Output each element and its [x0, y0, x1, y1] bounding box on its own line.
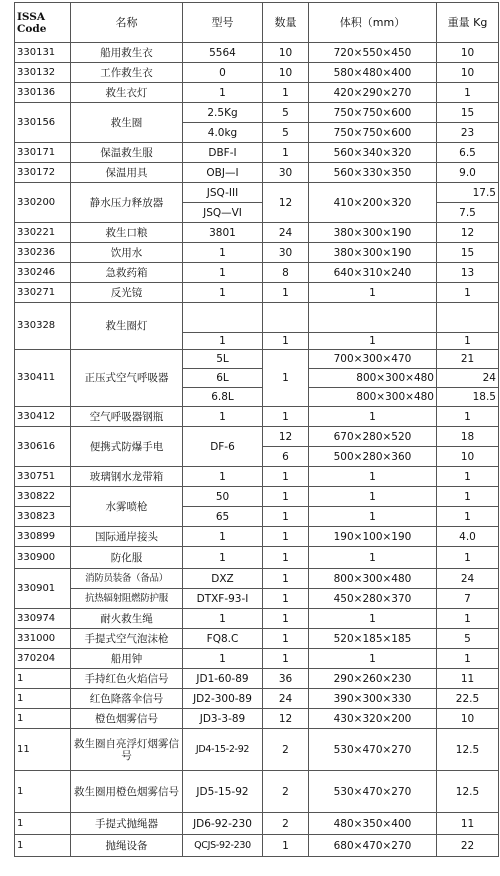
qty-cell: 1: [263, 407, 309, 427]
name-cell: 船用钟: [71, 649, 183, 669]
name-cell: 水雾喷枪: [71, 487, 183, 527]
model-cell: DXZ: [183, 569, 263, 589]
volume-cell: 560×340×320: [309, 143, 437, 163]
qty-cell: 12: [263, 183, 309, 223]
weight-cell: 21: [437, 350, 499, 369]
model-cell: OBJ—I: [183, 163, 263, 183]
code-cell: 1: [15, 689, 71, 709]
weight-cell: 1: [437, 467, 499, 487]
table-row: [15, 223, 499, 243]
table-row: [15, 103, 499, 123]
volume-cell: 1: [309, 507, 437, 527]
volume-cell: 190×100×190: [309, 527, 437, 547]
name-cell: 饮用水: [71, 243, 183, 263]
name-cell: 救生圈: [71, 103, 183, 143]
model-cell: [183, 303, 263, 333]
volume-cell: 1: [309, 547, 437, 569]
table-row: [15, 589, 499, 609]
model-cell: FQ8.C: [183, 629, 263, 649]
code-cell: 1: [15, 669, 71, 689]
qty-cell: 24: [263, 689, 309, 709]
qty-cell: 1: [263, 507, 309, 527]
model-cell: JD6-92-230: [183, 813, 263, 835]
qty-cell: 1: [263, 527, 309, 547]
model-cell: 4.0kg: [183, 123, 263, 143]
volume-cell: 500×280×360: [309, 447, 437, 467]
table-row: [15, 689, 499, 709]
table-row: [15, 467, 499, 487]
code-cell: 1: [15, 709, 71, 729]
name-cell: 反光镜: [71, 283, 183, 303]
model-cell: 1: [183, 609, 263, 629]
name-cell: 抗热辐射阻燃防护服: [71, 589, 183, 609]
table-row: [15, 63, 499, 83]
weight-cell: 10: [437, 447, 499, 467]
name-cell: 橙色烟雾信号: [71, 709, 183, 729]
header-row: [15, 3, 499, 43]
table-row: [15, 835, 499, 857]
volume-cell: 430×320×200: [309, 709, 437, 729]
code-cell: 11: [15, 729, 71, 771]
code-cell: 330221: [15, 223, 71, 243]
qty-cell: 1: [263, 569, 309, 589]
qty-cell: 6: [263, 447, 309, 467]
code-cell: 330899: [15, 527, 71, 547]
code-cell: 331000: [15, 629, 71, 649]
volume-cell: 560×330×350: [309, 163, 437, 183]
name-cell: 空气呼吸器钢瓶: [71, 407, 183, 427]
weight-cell: 1: [437, 83, 499, 103]
table-row: [15, 649, 499, 669]
model-cell: 5L: [183, 350, 263, 369]
table-row: [15, 43, 499, 63]
name-cell: 救生圈用橙色烟雾信号: [71, 771, 183, 813]
model-cell: 1: [183, 283, 263, 303]
qty-cell: 1: [263, 547, 309, 569]
name-cell: 防化服: [71, 547, 183, 569]
qty-cell: 1: [263, 333, 309, 350]
model-cell: JSQ-III: [183, 183, 263, 203]
code-cell: 1: [15, 771, 71, 813]
table-row: [15, 813, 499, 835]
qty-cell: 30: [263, 163, 309, 183]
code-cell: 370204: [15, 649, 71, 669]
code-cell: 330412: [15, 407, 71, 427]
header-model: 型号: [183, 3, 263, 43]
weight-cell: 1: [437, 649, 499, 669]
table-row: [15, 83, 499, 103]
code-cell: 330236: [15, 243, 71, 263]
volume-cell: 290×260×230: [309, 669, 437, 689]
header-name: 名称: [71, 3, 183, 43]
equipment-table: [14, 2, 499, 857]
model-cell: 1: [183, 407, 263, 427]
model-cell: 65: [183, 507, 263, 527]
volume-cell: 670×280×520: [309, 427, 437, 447]
name-cell: 救生圈自亮浮灯烟雾信号: [71, 729, 183, 771]
volume-cell: 450×280×370: [309, 589, 437, 609]
model-cell: JD2-300-89: [183, 689, 263, 709]
qty-cell: 1: [263, 589, 309, 609]
name-cell: 救生口粮: [71, 223, 183, 243]
volume-cell: 530×470×270: [309, 729, 437, 771]
qty-cell: 1: [263, 609, 309, 629]
code-cell: 330172: [15, 163, 71, 183]
name-cell: 抛绳设备: [71, 835, 183, 857]
table-row: [15, 487, 499, 507]
volume-cell: 1: [309, 467, 437, 487]
weight-cell: 17.5: [437, 183, 499, 203]
code-cell: 1: [15, 813, 71, 835]
code-cell: 330823: [15, 507, 71, 527]
model-cell: 1: [183, 263, 263, 283]
model-cell: 1: [183, 649, 263, 669]
qty-cell: 10: [263, 63, 309, 83]
volume-cell: 800×300×480: [309, 369, 437, 388]
weight-cell: 12.5: [437, 771, 499, 813]
qty-cell: 1: [263, 487, 309, 507]
weight-cell: 13: [437, 263, 499, 283]
qty-cell: 30: [263, 243, 309, 263]
qty-cell: 2: [263, 729, 309, 771]
code-cell: 330901: [15, 569, 71, 609]
qty-cell: 1: [263, 649, 309, 669]
code-cell: 330900: [15, 547, 71, 569]
name-cell: 救生衣灯: [71, 83, 183, 103]
table-row: [15, 143, 499, 163]
weight-cell: 1: [437, 333, 499, 350]
model-cell: JD5-15-92: [183, 771, 263, 813]
weight-cell: 6.5: [437, 143, 499, 163]
weight-cell: 10: [437, 709, 499, 729]
code-cell: 330156: [15, 103, 71, 143]
volume-cell: 1: [309, 407, 437, 427]
qty-cell: [263, 303, 309, 333]
name-cell: 手持红色火焰信号: [71, 669, 183, 689]
qty-cell: 36: [263, 669, 309, 689]
qty-cell: 1: [263, 143, 309, 163]
qty-cell: 8: [263, 263, 309, 283]
qty-cell: 24: [263, 223, 309, 243]
volume-cell: 380×300×190: [309, 243, 437, 263]
code-cell: 330822: [15, 487, 71, 507]
code-cell: 330328: [15, 303, 71, 350]
name-cell: 红色降落伞信号: [71, 689, 183, 709]
volume-cell: 800×300×480: [309, 388, 437, 407]
name-cell: 急救药箱: [71, 263, 183, 283]
model-cell: 1: [183, 547, 263, 569]
weight-cell: 15: [437, 103, 499, 123]
weight-cell: 12: [437, 223, 499, 243]
name-cell: 静水压力释放器: [71, 183, 183, 223]
name-cell: 国际通岸接头: [71, 527, 183, 547]
table-row: [15, 729, 499, 771]
header-code: ISSA Code: [15, 3, 71, 43]
name-cell: 工作救生衣: [71, 63, 183, 83]
code-cell: 330246: [15, 263, 71, 283]
model-cell: 6L: [183, 369, 263, 388]
model-cell: 1: [183, 83, 263, 103]
model-cell: 0: [183, 63, 263, 83]
model-cell: JD1-60-89: [183, 669, 263, 689]
volume-cell: 640×310×240: [309, 263, 437, 283]
volume-cell: 380×300×190: [309, 223, 437, 243]
name-cell: 便携式防爆手电: [71, 427, 183, 467]
volume-cell: 800×300×480: [309, 569, 437, 589]
weight-cell: 10: [437, 63, 499, 83]
volume-cell: 1: [309, 283, 437, 303]
weight-cell: 9.0: [437, 163, 499, 183]
name-cell: 船用救生衣: [71, 43, 183, 63]
name-cell: 手提式抛绳器: [71, 813, 183, 835]
name-cell: 正压式空气呼吸器: [71, 350, 183, 407]
weight-cell: 1: [437, 609, 499, 629]
qty-cell: 12: [263, 709, 309, 729]
weight-cell: 15: [437, 243, 499, 263]
weight-cell: 24: [437, 569, 499, 589]
model-cell: 1: [183, 333, 263, 350]
volume-cell: [309, 303, 437, 333]
table-row: [15, 669, 499, 689]
model-cell: 1: [183, 243, 263, 263]
table-row: [15, 183, 499, 203]
volume-cell: 530×470×270: [309, 771, 437, 813]
weight-cell: 5: [437, 629, 499, 649]
volume-cell: 720×550×450: [309, 43, 437, 63]
volume-cell: 700×300×470: [309, 350, 437, 369]
name-cell: 救生圈灯: [71, 303, 183, 350]
volume-cell: 1: [309, 333, 437, 350]
code-cell: 330200: [15, 183, 71, 223]
qty-cell: 1: [263, 629, 309, 649]
model-cell: 3801: [183, 223, 263, 243]
table-row: [15, 609, 499, 629]
weight-cell: 12.5: [437, 729, 499, 771]
table-row: [15, 263, 499, 283]
code-cell: 330132: [15, 63, 71, 83]
model-cell: 6.8L: [183, 388, 263, 407]
table-row: [15, 350, 499, 369]
volume-cell: 1: [309, 609, 437, 629]
code-cell: 330171: [15, 143, 71, 163]
code-cell: 330136: [15, 83, 71, 103]
weight-cell: 23: [437, 123, 499, 143]
volume-cell: 420×290×270: [309, 83, 437, 103]
volume-cell: 480×350×400: [309, 813, 437, 835]
code-cell: 330751: [15, 467, 71, 487]
volume-cell: 390×300×330: [309, 689, 437, 709]
weight-cell: 1: [437, 507, 499, 527]
code-cell: 330411: [15, 350, 71, 407]
header-weight: 重量 Kg: [437, 3, 499, 43]
qty-cell: 5: [263, 123, 309, 143]
weight-cell: 22.5: [437, 689, 499, 709]
weight-cell: 22: [437, 835, 499, 857]
model-cell: DTXF-93-I: [183, 589, 263, 609]
model-cell: DF-6: [183, 427, 263, 467]
table-row: [15, 629, 499, 649]
weight-cell: 4.0: [437, 527, 499, 547]
name-cell: 手提式空气泡沫枪: [71, 629, 183, 649]
qty-cell: 12: [263, 427, 309, 447]
weight-cell: 11: [437, 813, 499, 835]
volume-cell: 1: [309, 649, 437, 669]
volume-cell: 410×200×320: [309, 183, 437, 223]
model-cell: 5564: [183, 43, 263, 63]
name-cell: 消防员装备（备品）: [71, 569, 183, 589]
qty-cell: 2: [263, 771, 309, 813]
qty-cell: 1: [263, 350, 309, 407]
volume-cell: 750×750×600: [309, 103, 437, 123]
table-row: [15, 243, 499, 263]
name-cell: 玻璃钢水龙带箱: [71, 467, 183, 487]
weight-cell: 1: [437, 547, 499, 569]
table-row: [15, 709, 499, 729]
code-cell: 330616: [15, 427, 71, 467]
weight-cell: 11: [437, 669, 499, 689]
weight-cell: 10: [437, 43, 499, 63]
header-qty: 数量: [263, 3, 309, 43]
code-cell: 330974: [15, 609, 71, 629]
name-cell: 保温用具: [71, 163, 183, 183]
volume-cell: 1: [309, 487, 437, 507]
weight-cell: 7: [437, 589, 499, 609]
model-cell: QCJS-92-230: [183, 835, 263, 857]
table-row: [15, 283, 499, 303]
name-cell: 耐火救生绳: [71, 609, 183, 629]
weight-cell: 18: [437, 427, 499, 447]
qty-cell: 5: [263, 103, 309, 123]
table-row: [15, 407, 499, 427]
weight-cell: [437, 303, 499, 333]
code-cell: 1: [15, 835, 71, 857]
volume-cell: 750×750×600: [309, 123, 437, 143]
model-cell: JD4-15-2-92: [183, 729, 263, 771]
header-volume: 体积（mm）: [309, 3, 437, 43]
weight-cell: 1: [437, 283, 499, 303]
weight-cell: 24: [437, 369, 499, 388]
qty-cell: 1: [263, 467, 309, 487]
table-row: [15, 547, 499, 569]
model-cell: 50: [183, 487, 263, 507]
volume-cell: 580×480×400: [309, 63, 437, 83]
table-row: [15, 771, 499, 813]
model-cell: 2.5Kg: [183, 103, 263, 123]
name-cell: 保温救生服: [71, 143, 183, 163]
qty-cell: 2: [263, 813, 309, 835]
weight-cell: 18.5: [437, 388, 499, 407]
code-cell: 330131: [15, 43, 71, 63]
volume-cell: 520×185×185: [309, 629, 437, 649]
table-row: [15, 427, 499, 447]
model-cell: JSQ—VI: [183, 203, 263, 223]
qty-cell: 1: [263, 835, 309, 857]
volume-cell: 680×470×270: [309, 835, 437, 857]
qty-cell: 1: [263, 283, 309, 303]
table-row: [15, 527, 499, 547]
table-row: [15, 163, 499, 183]
weight-cell: 7.5: [437, 203, 499, 223]
model-cell: JD3-3-89: [183, 709, 263, 729]
weight-cell: 1: [437, 487, 499, 507]
weight-cell: 1: [437, 407, 499, 427]
table-row: [15, 569, 499, 589]
qty-cell: 1: [263, 83, 309, 103]
model-cell: 1: [183, 467, 263, 487]
table-row: [15, 303, 499, 333]
model-cell: 1: [183, 527, 263, 547]
code-cell: 330271: [15, 283, 71, 303]
qty-cell: 10: [263, 43, 309, 63]
model-cell: DBF-I: [183, 143, 263, 163]
